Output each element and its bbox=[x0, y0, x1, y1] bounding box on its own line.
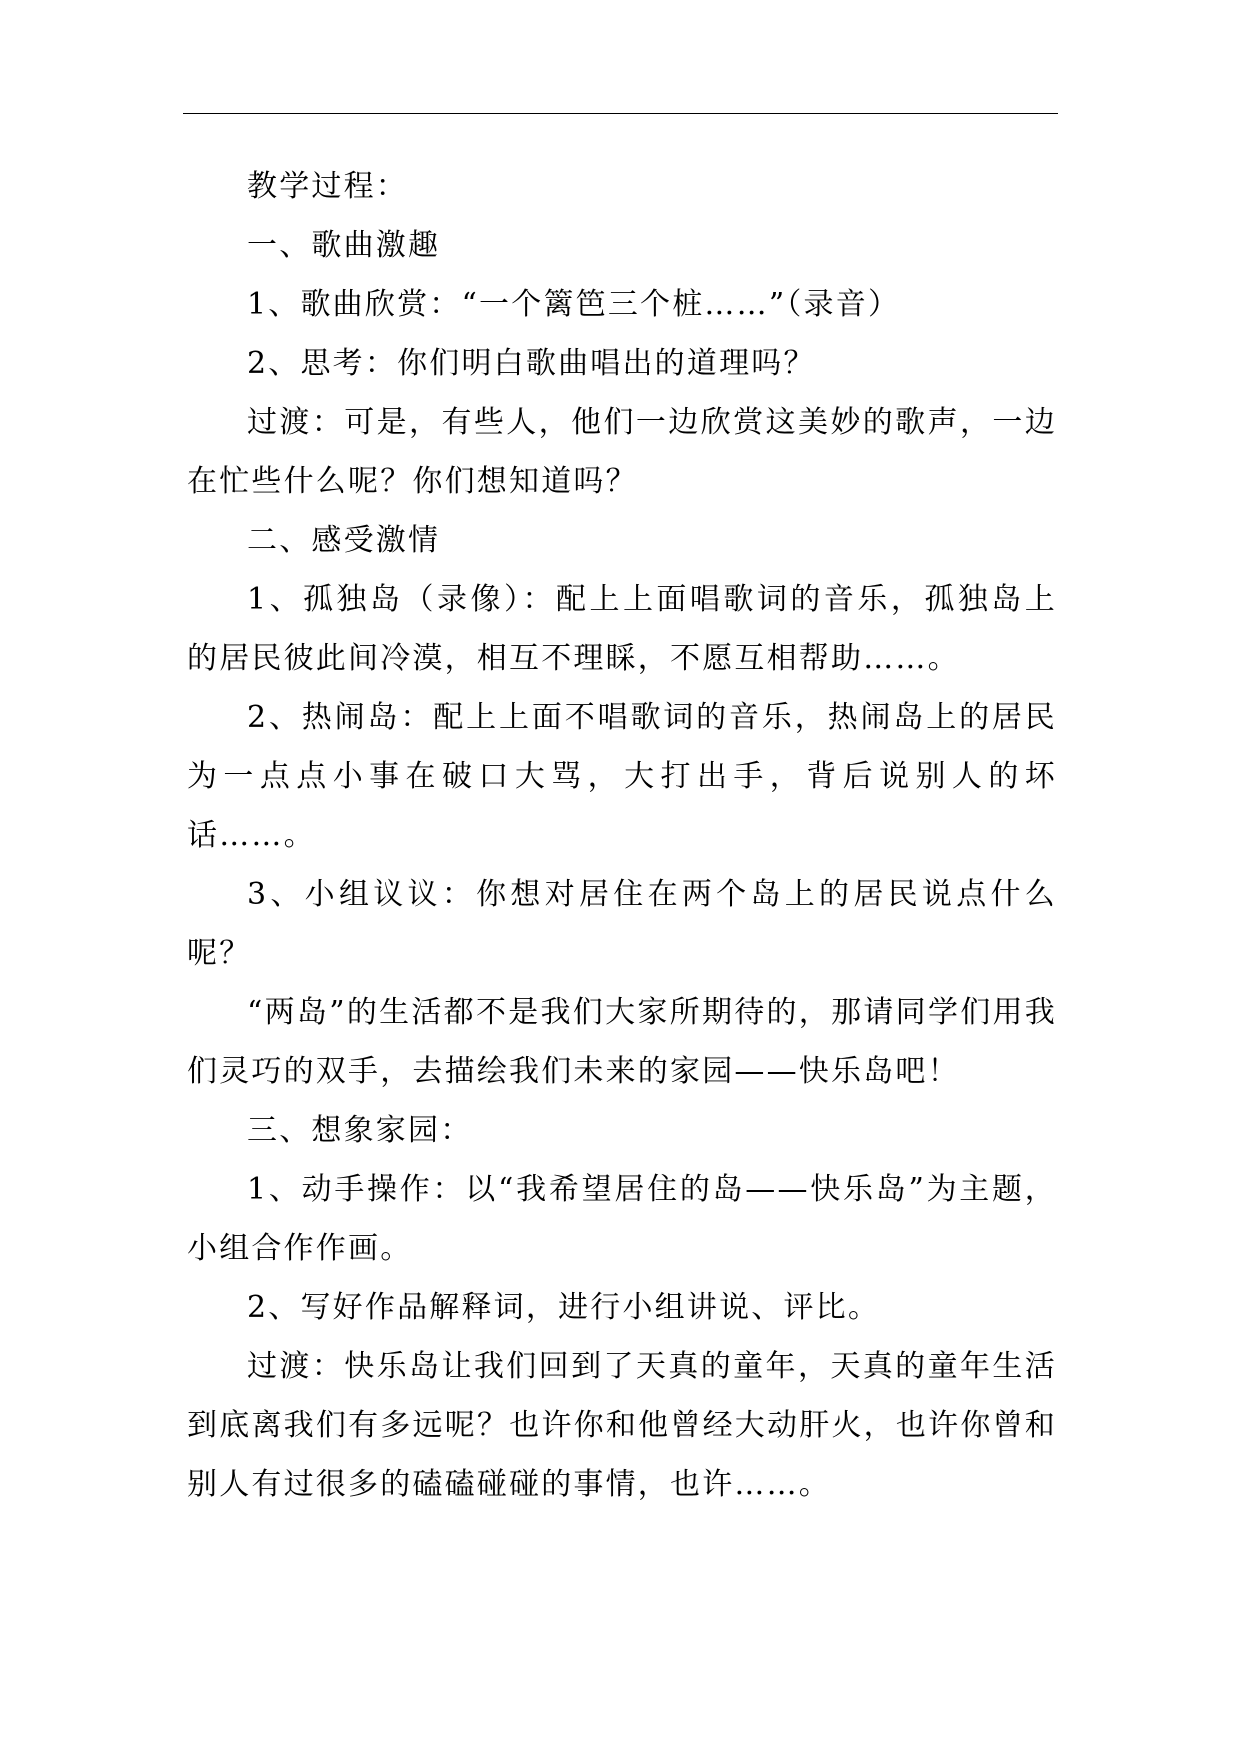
section-heading-1: 一、歌曲激趣 bbox=[247, 228, 441, 263]
paragraph: 2、思考：你们明白歌曲唱出的道理吗？ bbox=[247, 346, 816, 381]
document-body bbox=[187, 157, 1057, 1514]
header-rule bbox=[183, 113, 1058, 114]
paragraph: 2、热闹岛：配上上面不唱歌词的音乐，热闹岛上的居民为一点点小事在破口大骂，大打出手，背后说别人的坏话……。 bbox=[187, 700, 1057, 853]
paragraph: 1、动手操作：以“我希望居住的岛——快乐岛”为主题，小组合作作画。 bbox=[187, 1172, 1057, 1266]
paragraph: 1、孤独岛（录像）：配上上面唱歌词的音乐，孤独岛上的居民彼此间冷漠，相互不理睬，不愿互相帮助……。 bbox=[187, 582, 1057, 676]
paragraph: 1、歌曲欣赏：“一个篱笆三个桩……”（录音） bbox=[247, 287, 901, 322]
paragraph: 2、写好作品解释词，进行小组讲说、评比。 bbox=[247, 1290, 881, 1325]
paragraph: “两岛”的生活都不是我们大家所期待的，那请同学们用我们灵巧的双手，去描绘我们未来的家园——快乐岛吧！ bbox=[187, 995, 1057, 1089]
section-heading-2: 二、感受激情 bbox=[247, 523, 441, 558]
paragraph-teaching-process: 教学过程： bbox=[247, 169, 408, 204]
paragraph: 3、小组议议：你想对居住在两个岛上的居民说点什么呢？ bbox=[187, 877, 1057, 971]
paragraph: 过渡：快乐岛让我们回到了天真的童年，天真的童年生活到底离我们有多远呢？也许你和他曾经大动肝火，也许你曾和别人有过很多的磕磕碰碰的事情，也许……。 bbox=[187, 1349, 1057, 1502]
paragraph: 过渡：可是，有些人，他们一边欣赏这美妙的歌声，一边在忙些什么呢？你们想知道吗？ bbox=[187, 405, 1057, 499]
section-heading-3: 三、想象家园： bbox=[247, 1113, 473, 1148]
